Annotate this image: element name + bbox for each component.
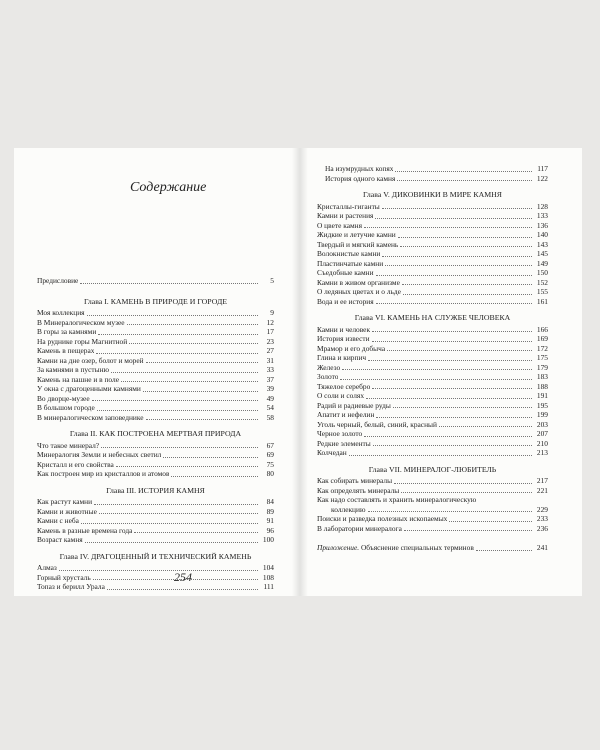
toc-entry-page: 195 — [536, 400, 548, 410]
toc-entry[interactable] — [317, 429, 548, 439]
toc-entry[interactable] — [317, 325, 548, 335]
chapter-heading: Глава VI. КАМЕНЬ НА СЛУЖБЕ ЧЕЛОВЕКА — [354, 313, 511, 322]
toc-entry-page: 117 — [537, 164, 548, 173]
toc-entry[interactable] — [317, 410, 548, 420]
toc-entry-page: 191 — [536, 391, 548, 400]
chapter-heading: Глава II. КАК ПОСТРОЕНА МЕРТВАЯ ПРИРОДА — [69, 429, 242, 438]
toc-right-column — [317, 164, 548, 553]
toc-entry-page: 80 — [266, 469, 274, 478]
toc-entry-appendix[interactable] — [317, 543, 548, 553]
toc-entry-page: 49 — [266, 393, 274, 403]
toc-entry[interactable] — [317, 268, 548, 278]
toc-entry-page: 128 — [536, 201, 548, 211]
toc-entry-page: 229 — [536, 504, 548, 514]
toc-entry-page: 221 — [536, 485, 548, 495]
toc-entry-page: 161 — [536, 296, 548, 306]
toc-entry-title: Как построен мир из кристаллов и атомов — [37, 469, 170, 478]
toc-entry-title: Камни и человек — [317, 324, 371, 334]
toc-entry[interactable] — [37, 497, 274, 507]
toc-entry-page: 175 — [536, 353, 548, 362]
toc-entry[interactable] — [37, 469, 274, 479]
toc-entry-page: 149 — [536, 258, 548, 268]
toc-entry[interactable] — [37, 526, 274, 536]
chapter-heading: Глава I. КАМЕНЬ В ПРИРОДЕ И ГОРОДЕ — [83, 296, 228, 306]
toc-entry[interactable] — [37, 346, 274, 356]
toc-entry[interactable] — [37, 308, 274, 318]
toc-entry-title: История одного камня — [325, 173, 396, 183]
toc-entry[interactable] — [37, 563, 274, 573]
toc-entry-page: 5 — [270, 276, 274, 285]
toc-entry-page: 12 — [266, 317, 274, 327]
toc-entry-page: 39 — [266, 384, 274, 393]
toc-entry-title: Камни на дне озер, болот и морей — [37, 355, 144, 365]
toc-entry-title: Колчедан — [317, 448, 347, 457]
toc-entry-title: За камнями в пустыню — [37, 365, 110, 374]
toc-entry[interactable] — [317, 202, 548, 212]
toc-entry[interactable] — [317, 439, 548, 449]
toc-entry-page: 108 — [262, 572, 274, 582]
chapter-heading: Глава III. ИСТОРИЯ КАМНЯ — [106, 485, 205, 495]
toc-entry[interactable] — [317, 164, 548, 174]
toc-entry[interactable] — [317, 486, 548, 496]
contents-title: Содержание — [130, 180, 207, 195]
toc-entry-page: 207 — [536, 429, 548, 438]
toc-entry[interactable] — [317, 372, 548, 382]
toc-entry[interactable] — [317, 476, 548, 486]
toc-entry[interactable] — [317, 278, 548, 288]
appendix-title: Объяснение специальных терминов — [360, 543, 474, 552]
toc-entry-title-line2: коллекцию — [331, 504, 366, 514]
toc-entry[interactable] — [317, 240, 548, 250]
toc-entry[interactable] — [317, 391, 548, 401]
toc-entry[interactable] — [37, 460, 274, 470]
toc-entry[interactable] — [317, 382, 548, 392]
toc-entry-title: Кристалл и его свойства — [37, 459, 114, 469]
toc-entry-title: Как собирать минералы — [317, 476, 393, 485]
toc-entry-title: Камни и животные — [37, 506, 97, 516]
toc-entry[interactable] — [37, 441, 274, 451]
appendix-label: Приложение. — [317, 543, 360, 552]
chapter-heading: Глава IV. ДРАГОЦЕННЫЙ И ТЕХНИЧЕСКИЙ КАМЕНЬ — [59, 551, 252, 561]
toc-entry-page: 37 — [266, 374, 274, 384]
toc-entry[interactable] — [317, 363, 548, 373]
toc-entry-page: 133 — [536, 211, 548, 220]
toc-entry-page: 122 — [536, 173, 548, 183]
toc-entry-page: 67 — [266, 440, 274, 450]
toc-entry-title: О соли и солях — [317, 391, 365, 400]
toc-entry-title: Во дворце-музее — [37, 393, 90, 403]
toc-entry-title: В горы за камнями — [37, 327, 97, 336]
page-number: 254 — [174, 570, 192, 584]
toc-entry[interactable] — [37, 394, 274, 404]
toc-entry-title: Железо — [317, 362, 341, 372]
toc-entry-page: 54 — [266, 403, 274, 412]
toc-entry[interactable] — [317, 287, 548, 297]
toc-entry-page: 104 — [262, 563, 274, 572]
toc-entry-page: 100 — [262, 535, 274, 544]
toc-entry[interactable] — [317, 524, 548, 534]
toc-entry[interactable] — [317, 259, 548, 269]
toc-entry-page: 9 — [270, 308, 274, 317]
toc-entry-title: Кристаллы-гиганты — [317, 201, 380, 211]
toc-entry[interactable] — [37, 365, 274, 375]
toc-entry-title: Камень на пашне и в поле — [37, 374, 119, 384]
toc-entry-title: Вода и ее история — [317, 296, 374, 306]
toc-entry[interactable] — [317, 221, 548, 231]
toc-entry-title: Камни в живом организме — [317, 277, 400, 287]
toc-entry-title: В минералогическом заповеднике — [37, 412, 144, 422]
toc-entry-title: Камень в разные времена года — [37, 525, 133, 535]
toc-entry-title: У окна с драгоценными камнями — [37, 384, 141, 393]
toc-entry[interactable] — [37, 582, 274, 592]
toc-entry-title: Топаз и берилл Урала — [37, 582, 105, 591]
toc-entry-title: Минералогия Земли и небесных светил — [37, 450, 162, 459]
toc-entry-page: 213 — [536, 448, 548, 457]
toc-entry-page: 166 — [536, 324, 548, 334]
toc-entry-multiline[interactable] — [317, 495, 548, 514]
toc-entry-page: 150 — [536, 268, 548, 277]
toc-entry-title: Черное золото — [317, 429, 363, 438]
toc-entry-title: В большом городе — [37, 403, 95, 412]
toc-entry-page: 27 — [266, 346, 274, 355]
toc-entry[interactable] — [37, 384, 274, 394]
toc-entry-preface[interactable] — [37, 276, 274, 286]
chapter-heading: Глава VII. МИНЕРАЛОГ-ЛЮБИТЕЛЬ — [368, 464, 497, 474]
toc-left-column — [37, 276, 274, 592]
toc-entry[interactable] — [317, 420, 548, 430]
toc-entry-title: Горный хрусталь — [37, 572, 91, 582]
toc-entry-page: 84 — [266, 497, 274, 506]
toc-entry-title: Твердый и мягкий камень — [317, 239, 399, 249]
toc-entry-title: Поиски и разведка полезных ископаемых — [317, 514, 448, 523]
toc-entry-title: Апатит и нефелин — [317, 410, 375, 419]
toc-entry-page: 23 — [266, 336, 274, 346]
toc-entry-title: В Минералогическом музее — [37, 317, 125, 327]
toc-entry-page: 172 — [536, 343, 548, 353]
toc-entry[interactable] — [37, 337, 274, 347]
toc-entry-page: 31 — [266, 355, 274, 365]
toc-entry-title: Редкие элементы — [317, 438, 371, 448]
toc-entry[interactable] — [317, 344, 548, 354]
toc-entry-page: 58 — [266, 412, 274, 422]
toc-entry-title: Глина и кирпич — [317, 353, 367, 362]
toc-entry-title: На изумрудных копях — [325, 164, 394, 173]
toc-entry-title: Предисловие — [37, 276, 79, 285]
toc-entry[interactable] — [37, 516, 274, 526]
toc-entry-page: 199 — [536, 410, 548, 419]
toc-entry-page: 169 — [536, 334, 548, 343]
toc-entry[interactable] — [317, 249, 548, 259]
toc-entry-page: 75 — [266, 459, 274, 469]
toc-entry-page: 236 — [536, 523, 548, 533]
toc-entry-page: 145 — [536, 249, 548, 258]
toc-entry[interactable] — [37, 318, 274, 328]
toc-entry-title: Возраст камня — [37, 535, 83, 544]
toc-entry-title: Съедобные камни — [317, 268, 374, 277]
toc-entry-page: 143 — [536, 239, 548, 249]
toc-entry-page: 96 — [266, 525, 274, 535]
toc-entry-page: 183 — [536, 372, 548, 381]
toc-entry-page: 111 — [263, 582, 274, 591]
toc-entry-title: О ледяных цветах и о льде — [317, 287, 401, 296]
toc-entry[interactable] — [37, 507, 274, 517]
toc-entry-title: На руднике горы Магнитной — [37, 336, 128, 346]
toc-entry-page: 188 — [536, 381, 548, 391]
toc-entry-title: Алмаз — [37, 563, 57, 572]
toc-entry-title: Как растут камни — [37, 497, 93, 506]
toc-entry-page: 136 — [536, 220, 548, 230]
toc-entry[interactable] — [317, 514, 548, 524]
toc-entry-title: Камни и растения — [317, 211, 374, 220]
chapter-heading: Глава V. ДИКОВИНКИ В МИРЕ КАМНЯ — [363, 190, 502, 199]
toc-entry-page: 210 — [536, 438, 548, 448]
toc-entry-title: История извести — [317, 334, 370, 343]
toc-entry-page: 69 — [266, 450, 274, 459]
toc-entry-page: 140 — [536, 230, 548, 239]
toc-entry-title: Как определять минералы — [317, 485, 400, 495]
toc-entry-page: 233 — [536, 514, 548, 523]
toc-entry-page: 241 — [536, 543, 548, 552]
toc-entry-title: Мрамор и его добыча — [317, 343, 386, 353]
toc-entry-page: 179 — [536, 362, 548, 372]
toc-entry[interactable] — [37, 403, 274, 413]
toc-entry-title: Что такое минерал? — [37, 440, 100, 450]
toc-entry-title: Камни с неба — [37, 516, 79, 525]
toc-entry-title: Пластинчатые камни — [317, 258, 384, 268]
toc-entry-page: 152 — [536, 277, 548, 287]
toc-entry-title: В лаборатории минералога — [317, 523, 402, 533]
toc-entry-page: 203 — [536, 419, 548, 429]
toc-entry[interactable] — [317, 448, 548, 458]
toc-entry-title: Моя коллекция — [37, 308, 85, 317]
toc-entry-title: Уголь черный, белый, синий, красный — [317, 419, 437, 429]
toc-entry[interactable] — [317, 230, 548, 240]
toc-entry-title: Золото — [317, 372, 339, 381]
toc-entry-title-line1: Как надо составлять и хранить минералогическую — [317, 495, 477, 504]
toc-entry[interactable] — [317, 334, 548, 344]
toc-entry-title: Жидкие и летучие камни — [317, 230, 396, 239]
toc-entry[interactable] — [37, 413, 274, 423]
toc-entry-page: 155 — [536, 287, 548, 296]
toc-entry[interactable] — [37, 327, 274, 337]
toc-entry-title: О цвете камня — [317, 220, 363, 230]
toc-entry-title: Тяжелое серебро — [317, 381, 371, 391]
toc-entry[interactable] — [37, 375, 274, 385]
toc-entry[interactable] — [37, 356, 274, 366]
toc-entry[interactable] — [37, 450, 274, 460]
toc-entry[interactable] — [37, 573, 274, 583]
toc-entry-page: 89 — [266, 506, 274, 516]
toc-entry[interactable] — [317, 211, 548, 221]
toc-entry[interactable] — [317, 297, 548, 307]
book-gutter — [292, 148, 308, 596]
toc-entry[interactable] — [317, 401, 548, 411]
toc-entry-page: 33 — [266, 365, 274, 374]
toc-entry[interactable] — [317, 174, 548, 184]
toc-entry-page: 17 — [266, 327, 274, 336]
toc-entry[interactable] — [37, 535, 274, 545]
toc-entry-title: Камень в пещерах — [37, 346, 95, 355]
toc-entry-page: 217 — [536, 476, 548, 485]
toc-entry[interactable] — [317, 353, 548, 363]
toc-entry-title: Волокнистые камни — [317, 249, 381, 258]
toc-entry-page: 91 — [266, 516, 274, 525]
toc-entry-title: Радий и радиевые руды — [317, 400, 391, 410]
